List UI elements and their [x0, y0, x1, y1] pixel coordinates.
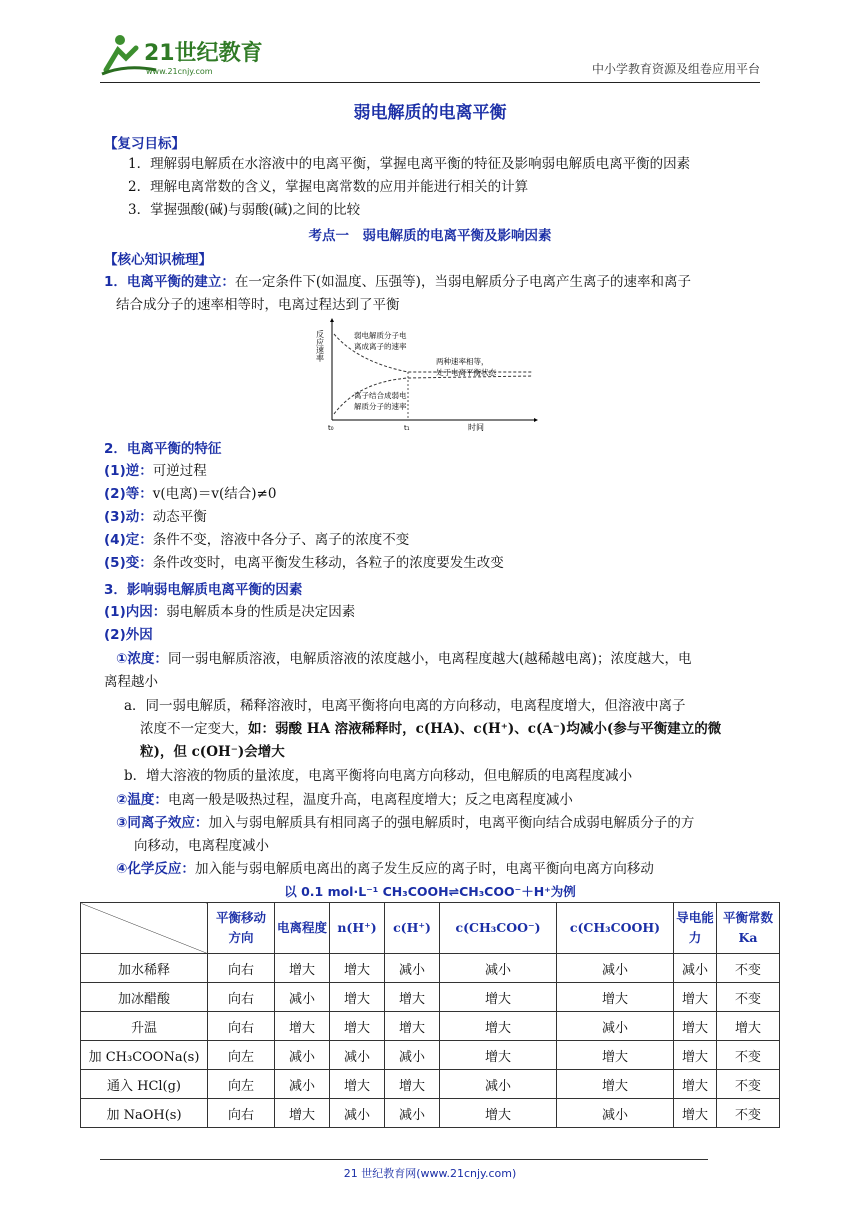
table-cell: 减小 [385, 1041, 440, 1070]
table-caption: 以 0.1 mol·L⁻¹ CH₃COOH⇌CH₃COO⁻＋H⁺为例 [284, 884, 576, 899]
table-cell: 减小 [385, 954, 440, 983]
chart-eq-label-1: 两种速率相等， [436, 357, 489, 366]
s2-item-4: (4)定：条件不变，溶液中各分子、离子的浓度不变 [104, 532, 410, 548]
col-header: 导电能力 [674, 903, 717, 954]
row-label-cell: 升温 [81, 1012, 208, 1041]
table-cell: 增大 [385, 1070, 440, 1099]
header-platform-text: 中小学教育资源及组卷应用平台 [591, 62, 760, 76]
chart-upper-label-2: 离成离子的速率 [354, 342, 407, 351]
table-cell: 不变 [717, 954, 780, 983]
table-cell: 增大 [330, 983, 385, 1012]
row-label-cell: 加水稀释 [81, 954, 208, 983]
table-row [81, 1041, 780, 1070]
table-cell: 向右 [208, 983, 275, 1012]
logo-url: www.21cnjy.com [146, 67, 213, 76]
table-cell: 增大 [674, 1099, 717, 1128]
table-cell: 减小 [330, 1099, 385, 1128]
table-cell: 不变 [717, 1070, 780, 1099]
table-cell: 增大 [717, 1012, 780, 1041]
s3-a3: 粒)，但 c(OH⁻)会增大 [140, 744, 285, 760]
review-item-2: 2．理解电离常数的含义，掌握电离常数的应用并能进行相关的计算 [128, 179, 529, 195]
table-cell: 增大 [385, 983, 440, 1012]
table-cell: 减小 [440, 1070, 557, 1099]
table-cell: 向右 [208, 1099, 275, 1128]
table-cell: 减小 [330, 1041, 385, 1070]
table-cell: 增大 [440, 1099, 557, 1128]
footer-text: 21 世纪教育网(www.21cnjy.com) [343, 1167, 517, 1180]
chart-ylabel: 反应速率 [315, 330, 325, 362]
s2-item-3: (3)动：动态平衡 [104, 509, 207, 525]
col-header: c(CH₃COO⁻) [440, 903, 557, 954]
chart-lower-label-1: 离子结合成弱电 [354, 391, 407, 400]
table-cell: 增大 [557, 1070, 674, 1099]
table-cell: 减小 [275, 983, 330, 1012]
col-header: 平衡移动方向 [208, 903, 275, 954]
table-cell: 向左 [208, 1041, 275, 1070]
review-item-1: 1．理解弱电解质在水溶液中的电离平衡，掌握电离平衡的特征及影响弱电解质电离平衡的因素 [128, 156, 691, 172]
s3-conc-2: 离程越小 [104, 674, 158, 690]
table-cell: 减小 [557, 1012, 674, 1041]
table-cell: 向左 [208, 1070, 275, 1099]
table-row [81, 1012, 780, 1041]
s1-line2: 结合成分子的速率相等时，电离过程达到了平衡 [116, 297, 400, 313]
s3-heading: 3．影响弱电解质电离平衡的因素 [104, 582, 303, 598]
site-logo [96, 30, 266, 80]
chart-lower-label-2: 解质分子的速率 [354, 402, 407, 411]
logo-text: 21世纪教育 [144, 41, 263, 66]
col-header: 电离程度 [275, 903, 330, 954]
table-row [81, 983, 780, 1012]
s3-conc: ①浓度：同一弱电解质溶液，电解质溶液的浓度越小，电离程度越大(越稀越电离)；浓度越大，电 [116, 651, 692, 667]
s3-external: (2)外因 [104, 627, 153, 643]
chart-upper-label-1: 弱电解质分子电 [354, 331, 407, 340]
equilibrium-table [80, 902, 780, 1128]
page-title: 弱电解质的电离平衡 [353, 103, 507, 123]
table-cell: 增大 [674, 1041, 717, 1070]
table-header-row [81, 903, 780, 954]
footer-divider [100, 1159, 708, 1160]
s1-label: 1．电离平衡的建立： [104, 274, 235, 290]
table-cell: 不变 [717, 983, 780, 1012]
table-cell: 增大 [557, 1041, 674, 1070]
review-item-3: 3．掌握强酸(碱)与弱酸(碱)之间的比较 [128, 202, 361, 218]
table-cell: 增大 [385, 1012, 440, 1041]
table-cell: 增大 [674, 1070, 717, 1099]
s3-a2: 浓度不一定变大，如：弱酸 HA 溶液稀释时，c(HA)、c(H⁺)、c(A⁻)均减小(参与平衡建立的微 [140, 721, 722, 737]
table-cell: 减小 [440, 954, 557, 983]
s2-item-2: (2)等：v(电离)＝v(结合)≠0 [104, 486, 277, 502]
row-label-cell: 通入 HCl(g) [81, 1070, 208, 1099]
col-header: 平衡常数 Ka [717, 903, 780, 954]
row-label-cell: 加 NaOH(s) [81, 1099, 208, 1128]
table-cell: 增大 [440, 983, 557, 1012]
s3-b1: b．增大溶液的物质的量浓度，电离平衡将向电离方向移动，但电解质的电离程度减小 [124, 768, 633, 784]
table-cell: 增大 [440, 1041, 557, 1070]
topic-heading: 考点一 弱电解质的电离平衡及影响因素 [308, 228, 552, 244]
table-cell: 减小 [674, 954, 717, 983]
table-cell: 向右 [208, 954, 275, 983]
row-label-cell: 加冰醋酸 [81, 983, 208, 1012]
s1-text: 在一定条件下(如温度、压强等)，当弱电解质分子电离产生离子的速率和离子 [234, 274, 691, 290]
table-cell: 增大 [440, 1012, 557, 1041]
table-cell: 增大 [330, 954, 385, 983]
chart-eq-label-2: 处于电离平衡状态 [436, 368, 496, 377]
table-cell: 增大 [330, 1070, 385, 1099]
chart-xlabel: 时间 [468, 423, 484, 432]
table-cell: 增大 [330, 1012, 385, 1041]
table-row [81, 1070, 780, 1099]
table-row [81, 1099, 780, 1128]
s2-item-5: (5)变：条件改变时，电离平衡发生移动，各粒子的浓度要发生改变 [104, 555, 504, 571]
table-corner-cell [81, 903, 208, 954]
table-cell: 减小 [385, 1099, 440, 1128]
review-heading: 【复习目标】 [104, 136, 185, 152]
s2-item-1: (1)逆：可逆过程 [104, 463, 207, 479]
table-cell: 向右 [208, 1012, 275, 1041]
col-header: c(H⁺) [385, 903, 440, 954]
table-cell: 减小 [557, 954, 674, 983]
table-cell: 减小 [275, 1070, 330, 1099]
s3-internal: (1)内因：弱电解质本身的性质是决定因素 [104, 604, 356, 620]
chart-t1: t₁ [404, 424, 410, 432]
table-cell: 减小 [557, 1099, 674, 1128]
table-cell: 增大 [557, 983, 674, 1012]
col-header: c(CH₃COOH) [557, 903, 674, 954]
s3-temp: ②温度：电离一般是吸热过程，温度升高，电离程度增大；反之电离程度减小 [116, 792, 573, 808]
row-label-cell: 加 CH₃COONa(s) [81, 1041, 208, 1070]
table-cell: 增大 [275, 1099, 330, 1128]
table-cell: 增大 [674, 1012, 717, 1041]
core-heading: 【核心知识梳理】 [104, 252, 212, 268]
table-cell: 增大 [275, 954, 330, 983]
s3-chem: ④化学反应：加入能与弱电解质电离出的离子发生反应的离子时，电离平衡向电离方向移动 [116, 861, 654, 877]
table-cell: 不变 [717, 1041, 780, 1070]
table-cell: 不变 [717, 1099, 780, 1128]
rate-time-diagram [315, 318, 538, 432]
col-header: n(H⁺) [330, 903, 385, 954]
header-divider [100, 82, 760, 83]
table-row [81, 954, 780, 983]
s2-heading: 2．电离平衡的特征 [104, 441, 222, 457]
table-cell: 减小 [275, 1041, 330, 1070]
s3-ion-2: 向移动，电离程度减小 [134, 838, 269, 854]
table-cell: 增大 [275, 1012, 330, 1041]
s3-ion: ③同离子效应：加入与弱电解质具有相同离子的强电解质时，电离平衡向结合成弱电解质分子的方 [116, 815, 695, 831]
table-cell: 增大 [674, 983, 717, 1012]
chart-t0: t₀ [328, 424, 334, 432]
s3-a1: a．同一弱电解质，稀释溶液时，电离平衡将向电离的方向移动，电离程度增大，但溶液中离子 [124, 698, 686, 714]
s1-line1 [104, 271, 691, 293]
